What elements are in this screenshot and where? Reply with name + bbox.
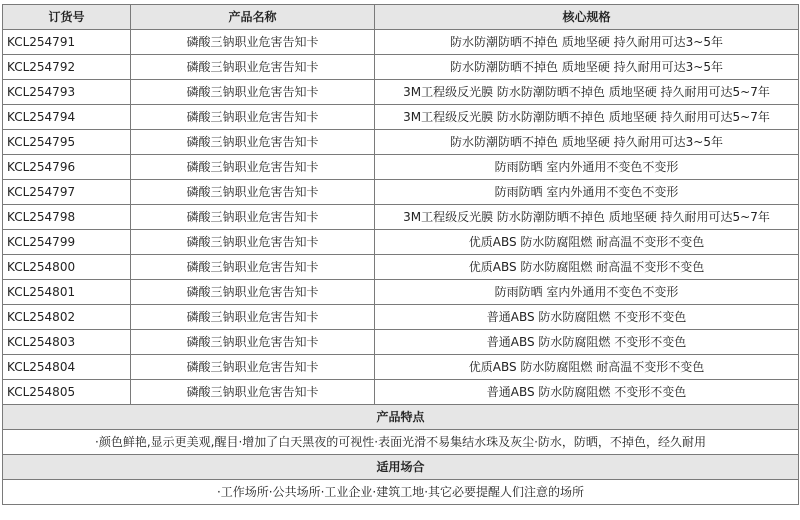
core-spec-cell: 3M工程级反光膜 防水防潮防晒不掉色 质地坚硬 持久耐用可达5~7年 [375, 205, 799, 230]
product-name-cell: 磷酸三钠职业危害告知卡 [131, 305, 375, 330]
table-body [3, 30, 799, 505]
table-row [3, 105, 799, 130]
table-row [3, 255, 799, 280]
product-name-cell: 磷酸三钠职业危害告知卡 [131, 105, 375, 130]
product-name-cell: 磷酸三钠职业危害告知卡 [131, 155, 375, 180]
order-number-cell: KCL254791 [3, 30, 131, 55]
table-row [3, 330, 799, 355]
core-spec-cell: 优质ABS 防水防腐阻燃 耐高温不变形不变色 [375, 230, 799, 255]
core-spec-cell: 普通ABS 防水防腐阻燃 不变形不变色 [375, 380, 799, 405]
product-name-cell: 磷酸三钠职业危害告知卡 [131, 180, 375, 205]
table-row [3, 305, 799, 330]
order-number-cell: KCL254803 [3, 330, 131, 355]
product-name-cell: 磷酸三钠职业危害告知卡 [131, 255, 375, 280]
product-name-cell: 磷酸三钠职业危害告知卡 [131, 205, 375, 230]
usage-heading: 适用场合 [3, 455, 799, 480]
header-product-name: 产品名称 [131, 5, 375, 30]
product-name-cell: 磷酸三钠职业危害告知卡 [131, 280, 375, 305]
features-heading-row [3, 405, 799, 430]
usage-heading-row [3, 455, 799, 480]
core-spec-cell: 防水防潮防晒不掉色 质地坚硬 持久耐用可达3~5年 [375, 55, 799, 80]
core-spec-cell: 3M工程级反光膜 防水防潮防晒不掉色 质地坚硬 持久耐用可达5~7年 [375, 80, 799, 105]
product-name-cell: 磷酸三钠职业危害告知卡 [131, 330, 375, 355]
usage-text-row [3, 480, 799, 505]
header-core-spec: 核心规格 [375, 5, 799, 30]
order-number-cell: KCL254799 [3, 230, 131, 255]
order-number-cell: KCL254798 [3, 205, 131, 230]
core-spec-cell: 防水防潮防晒不掉色 质地坚硬 持久耐用可达3~5年 [375, 30, 799, 55]
core-spec-cell: 普通ABS 防水防腐阻燃 不变形不变色 [375, 330, 799, 355]
table-row [3, 80, 799, 105]
table-row [3, 230, 799, 255]
table-row [3, 130, 799, 155]
core-spec-cell: 防水防潮防晒不掉色 质地坚硬 持久耐用可达3~5年 [375, 130, 799, 155]
order-number-cell: KCL254804 [3, 355, 131, 380]
table-row [3, 380, 799, 405]
order-number-cell: KCL254805 [3, 380, 131, 405]
table-row [3, 155, 799, 180]
table-header-row [3, 5, 799, 30]
product-name-cell: 磷酸三钠职业危害告知卡 [131, 30, 375, 55]
table-row [3, 355, 799, 380]
core-spec-cell: 优质ABS 防水防腐阻燃 耐高温不变形不变色 [375, 355, 799, 380]
core-spec-cell: 防雨防晒 室内外通用不变色不变形 [375, 155, 799, 180]
order-number-cell: KCL254802 [3, 305, 131, 330]
features-text-row [3, 430, 799, 455]
table-row [3, 180, 799, 205]
order-number-cell: KCL254801 [3, 280, 131, 305]
product-name-cell: 磷酸三钠职业危害告知卡 [131, 80, 375, 105]
order-number-cell: KCL254792 [3, 55, 131, 80]
order-number-cell: KCL254793 [3, 80, 131, 105]
core-spec-cell: 普通ABS 防水防腐阻燃 不变形不变色 [375, 305, 799, 330]
core-spec-cell: 优质ABS 防水防腐阻燃 耐高温不变形不变色 [375, 255, 799, 280]
table-row [3, 205, 799, 230]
core-spec-cell: 防雨防晒 室内外通用不变色不变形 [375, 180, 799, 205]
order-number-cell: KCL254794 [3, 105, 131, 130]
product-name-cell: 磷酸三钠职业危害告知卡 [131, 230, 375, 255]
features-text: ·颜色鲜艳,显示更美观,醒目·增加了白天黑夜的可视性·表面光滑不易集结水珠及灰尘·防水，防晒，不掉色，经久耐用 [3, 430, 799, 455]
order-number-cell: KCL254797 [3, 180, 131, 205]
product-table [2, 4, 799, 505]
features-heading: 产品特点 [3, 405, 799, 430]
table-row [3, 55, 799, 80]
product-name-cell: 磷酸三钠职业危害告知卡 [131, 55, 375, 80]
header-order-number: 订货号 [3, 5, 131, 30]
core-spec-cell: 3M工程级反光膜 防水防潮防晒不掉色 质地坚硬 持久耐用可达5~7年 [375, 105, 799, 130]
product-name-cell: 磷酸三钠职业危害告知卡 [131, 130, 375, 155]
table-row [3, 280, 799, 305]
product-name-cell: 磷酸三钠职业危害告知卡 [131, 380, 375, 405]
usage-text: ·工作场所·公共场所·工业企业·建筑工地·其它必要提醒人们注意的场所 [3, 480, 799, 505]
core-spec-cell: 防雨防晒 室内外通用不变色不变形 [375, 280, 799, 305]
order-number-cell: KCL254800 [3, 255, 131, 280]
product-name-cell: 磷酸三钠职业危害告知卡 [131, 355, 375, 380]
order-number-cell: KCL254796 [3, 155, 131, 180]
table-row [3, 30, 799, 55]
order-number-cell: KCL254795 [3, 130, 131, 155]
